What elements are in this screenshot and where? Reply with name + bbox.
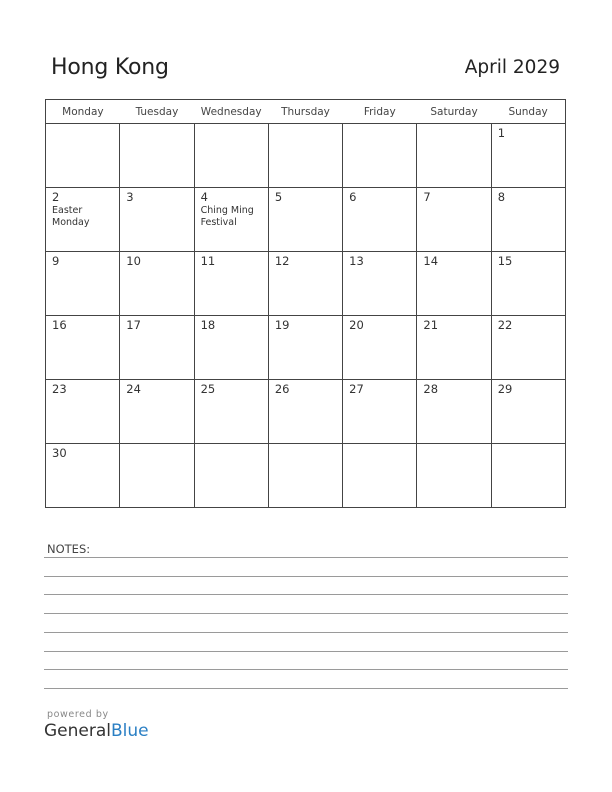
weekday-sunday: Sunday [491, 100, 565, 124]
day-number: 21 [423, 318, 439, 332]
day-cell [343, 252, 417, 316]
brand-general: General [44, 721, 111, 741]
day-number: 29 [497, 382, 513, 396]
holiday-label: Ching Ming Festival [200, 205, 254, 228]
day-number: 18 [200, 318, 216, 332]
day-cell [268, 124, 342, 188]
weekday-saturday: Saturday [417, 100, 491, 124]
weekday-monday: Monday [46, 100, 120, 124]
brand-blue: Blue [111, 721, 149, 741]
day-number: 5 [274, 190, 283, 204]
day-number: 24 [126, 382, 141, 396]
day-number: 30 [52, 446, 67, 460]
region-title: Hong Kong [51, 55, 169, 80]
week-row [46, 188, 566, 252]
day-cell [120, 252, 194, 316]
day-cell [120, 316, 194, 380]
notes-label: NOTES: [47, 542, 91, 556]
note-line [44, 594, 568, 595]
day-cell [268, 444, 342, 508]
day-cell [194, 124, 268, 188]
weekday-header-row [46, 100, 566, 124]
day-cell [417, 252, 491, 316]
day-number: 4 [200, 190, 208, 204]
note-line [44, 651, 568, 652]
day-number: 28 [423, 382, 439, 396]
day-number: 8 [497, 190, 506, 204]
day-number: 14 [423, 254, 439, 268]
day-cell [194, 316, 268, 380]
day-cell [194, 380, 268, 444]
weekday-wednesday: Wednesday [194, 100, 268, 124]
day-cell [343, 188, 417, 252]
day-number: 13 [349, 254, 364, 268]
day-cell [268, 188, 342, 252]
day-number: 9 [52, 254, 60, 268]
day-number: 3 [126, 190, 134, 204]
day-number: 11 [200, 254, 216, 268]
weekday-thursday: Thursday [268, 100, 342, 124]
day-cell [46, 124, 120, 188]
day-number: 20 [349, 318, 364, 332]
generalblue-logo [44, 721, 149, 741]
day-cell [491, 380, 565, 444]
day-cell [194, 444, 268, 508]
note-line [44, 669, 568, 670]
day-number: 17 [126, 318, 141, 332]
day-cell [417, 316, 491, 380]
day-cell [417, 188, 491, 252]
day-cell [491, 188, 565, 252]
week-row [46, 444, 566, 508]
day-number: 23 [52, 382, 67, 396]
note-line [44, 688, 568, 689]
day-number: 10 [126, 254, 141, 268]
day-cell [46, 316, 120, 380]
calendar-grid [45, 99, 566, 508]
day-cell [268, 252, 342, 316]
note-line [44, 557, 568, 558]
day-number: 6 [349, 190, 357, 204]
day-number: 15 [497, 254, 513, 268]
powered-by-text: powered by [47, 709, 109, 720]
day-number: 16 [52, 318, 67, 332]
day-cell [268, 316, 342, 380]
note-line [44, 576, 568, 577]
day-number: 19 [274, 318, 290, 332]
day-cell [46, 380, 120, 444]
day-cell [491, 252, 565, 316]
day-cell [417, 124, 491, 188]
note-line [44, 632, 568, 633]
week-row [46, 316, 566, 380]
day-cell [343, 444, 417, 508]
day-cell [120, 188, 194, 252]
week-row [46, 252, 566, 316]
day-cell [343, 316, 417, 380]
day-cell [491, 444, 565, 508]
day-cell [46, 444, 120, 508]
day-cell [46, 188, 120, 252]
day-number: 25 [200, 382, 216, 396]
week-row [46, 380, 566, 444]
day-cell [194, 188, 268, 252]
day-cell [120, 444, 194, 508]
day-cell [194, 252, 268, 316]
day-number: 22 [497, 318, 513, 332]
weekday-friday: Friday [343, 100, 417, 124]
day-cell [417, 380, 491, 444]
day-cell [343, 124, 417, 188]
month-year-title: April 2029 [464, 57, 560, 78]
weekday-tuesday: Tuesday [120, 100, 194, 124]
day-cell [417, 444, 491, 508]
day-cell [120, 124, 194, 188]
day-number: 1 [497, 126, 506, 140]
day-number: 27 [349, 382, 364, 396]
day-cell [491, 124, 565, 188]
note-line [44, 613, 568, 614]
day-cell [343, 380, 417, 444]
day-number: 7 [423, 190, 431, 204]
week-row [46, 124, 566, 188]
day-cell [268, 380, 342, 444]
holiday-label: Easter Monday [52, 205, 90, 228]
day-number: 26 [274, 382, 290, 396]
day-cell [46, 252, 120, 316]
day-cell [120, 380, 194, 444]
day-cell [491, 316, 565, 380]
day-number: 12 [274, 254, 290, 268]
day-number: 2 [52, 190, 60, 204]
